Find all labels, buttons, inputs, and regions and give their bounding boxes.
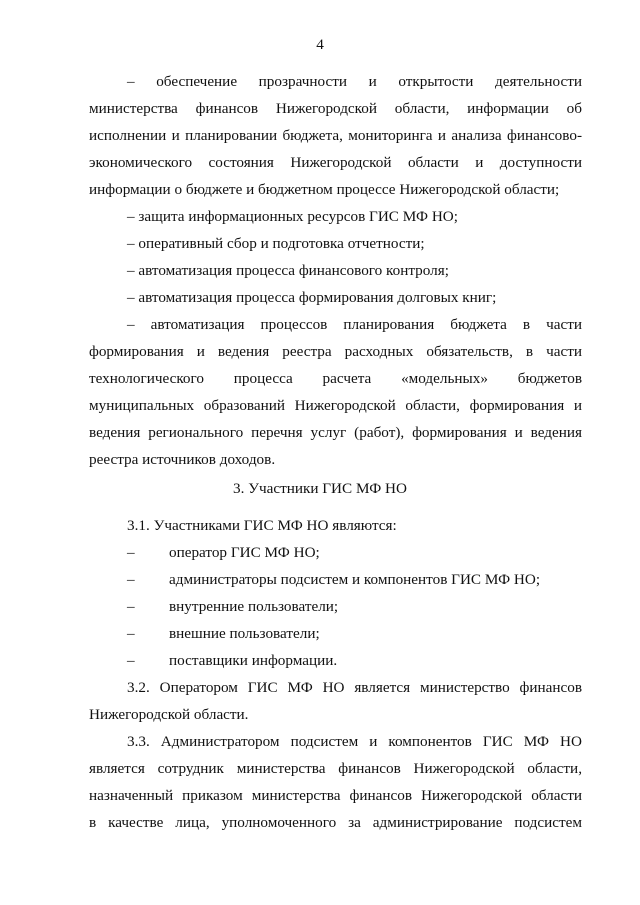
goal-line: – автоматизация процессов планирования бюджета в части bbox=[127, 316, 582, 333]
goal-line: информации о бюджете и бюджетном процессе Нижегородской области; bbox=[89, 181, 560, 198]
goals-list bbox=[89, 68, 582, 473]
goal-line: ведения регионального перечня услуг (работ), формирования и ведения bbox=[89, 424, 582, 441]
goal-line: реестра источников доходов. bbox=[89, 451, 276, 468]
goal-line: муниципальных образований Нижегородской области, формирования и bbox=[89, 397, 582, 414]
goal-line: – автоматизация процесса финансового контроля; bbox=[127, 262, 449, 279]
list-item: – поставщики информации. bbox=[127, 652, 338, 669]
goal-line: – оперативный сбор и подготовка отчетности; bbox=[127, 235, 425, 252]
paragraph-3-3-line: назначенный приказом министерства финансов Нижегородской области bbox=[89, 787, 582, 804]
paragraph-3-1: 3.1. Участниками ГИС МФ НО являются: bbox=[127, 517, 397, 534]
goal-line: министерства финансов Нижегородской области, информации об bbox=[89, 100, 582, 117]
paragraph-3-3-line: 3.3. Администратором подсистем и компонентов ГИС МФ НО bbox=[127, 733, 582, 750]
goal-line: технологического процесса расчета «модельных» бюджетов bbox=[89, 370, 582, 387]
paragraph-3-3-line: является сотрудник министерства финансов Нижегородской области, bbox=[89, 760, 582, 777]
participants-section bbox=[89, 512, 582, 836]
page-number: 4 bbox=[316, 36, 324, 53]
goal-line: исполнении и планировании бюджета, мониторинга и анализа финансово- bbox=[89, 127, 582, 144]
goal-line: формирования и ведения реестра расходных обязательств, в части bbox=[89, 343, 582, 360]
goal-line: – защита информационных ресурсов ГИС МФ НО; bbox=[127, 208, 458, 225]
list-item: – администраторы подсистем и компонентов ГИС МФ НО; bbox=[127, 571, 541, 588]
paragraph-3-2-line: 3.2. Оператором ГИС МФ НО является министерство финансов bbox=[127, 679, 582, 696]
list-item: – оператор ГИС МФ НО; bbox=[127, 544, 320, 561]
list-item: – внутренние пользователи; bbox=[127, 598, 339, 615]
paragraph-3-3-line: в качестве лица, уполномоченного за администрирование подсистем bbox=[89, 814, 582, 831]
section-heading: 3. Участники ГИС МФ НО bbox=[233, 480, 407, 497]
goal-line: экономического состояния Нижегородской области и доступности bbox=[89, 154, 582, 171]
paragraph-3-2-line: Нижегородской области. bbox=[89, 706, 249, 723]
list-item: – внешние пользователи; bbox=[127, 625, 320, 642]
goal-line: – обеспечение прозрачности и открытости деятельности bbox=[127, 73, 582, 90]
goal-line: – автоматизация процесса формирования долговых книг; bbox=[127, 289, 497, 306]
